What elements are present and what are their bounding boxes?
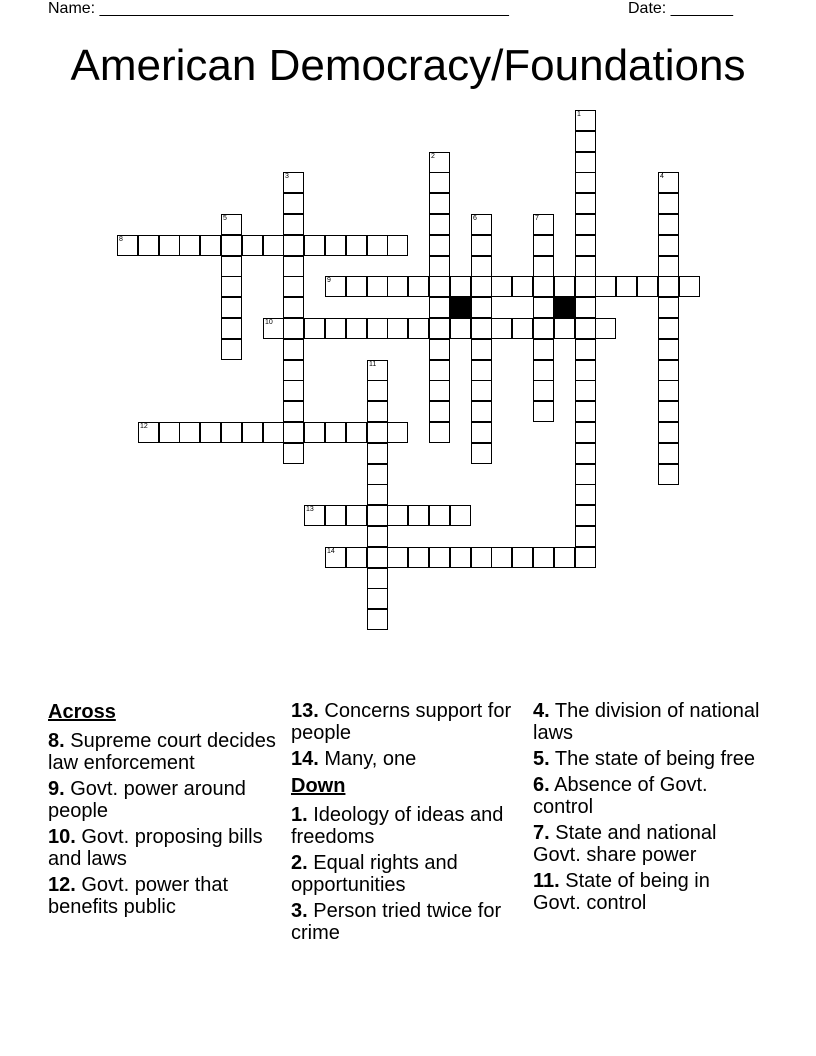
- grid-cell[interactable]: [283, 214, 304, 235]
- grid-cell[interactable]: [221, 276, 242, 297]
- grid-cell[interactable]: [533, 214, 554, 235]
- grid-cell[interactable]: [387, 318, 408, 339]
- grid-cell[interactable]: [658, 464, 679, 485]
- grid-cell[interactable]: [367, 547, 388, 568]
- grid-cell[interactable]: [658, 422, 679, 443]
- grid-cell[interactable]: [429, 193, 450, 214]
- grid-cell[interactable]: [450, 505, 471, 526]
- grid-cell[interactable]: [179, 235, 200, 256]
- grid-cell[interactable]: [200, 235, 221, 256]
- grid-cell[interactable]: [304, 318, 325, 339]
- grid-cell[interactable]: [221, 297, 242, 318]
- grid-cell[interactable]: [554, 276, 575, 297]
- grid-cell[interactable]: [325, 276, 346, 297]
- grid-cell[interactable]: [429, 422, 450, 443]
- grid-cell[interactable]: [367, 588, 388, 609]
- grid-cell[interactable]: [367, 318, 388, 339]
- grid-cell[interactable]: [242, 422, 263, 443]
- clue-text: Ideology of ideas and freedoms: [291, 804, 504, 848]
- name-field: Name: ______________________________________________: [48, 0, 509, 17]
- clue-down-3: [291, 900, 521, 944]
- grid-cell[interactable]: [512, 318, 533, 339]
- grid-cell[interactable]: [679, 276, 700, 297]
- down-heading: Down: [291, 775, 346, 797]
- grid-cell[interactable]: [533, 276, 554, 297]
- grid-cell[interactable]: [554, 547, 575, 568]
- grid-cell[interactable]: [325, 422, 346, 443]
- grid-cell[interactable]: [595, 318, 616, 339]
- clue-number: 8.: [48, 730, 65, 752]
- clue-text: Equal rights and opportunities: [291, 852, 458, 896]
- grid-cell[interactable]: [575, 505, 596, 526]
- grid-cell[interactable]: [283, 422, 304, 443]
- grid-cell[interactable]: [242, 235, 263, 256]
- grid-cell[interactable]: [263, 422, 284, 443]
- grid-cell[interactable]: [408, 276, 429, 297]
- grid-cell[interactable]: [408, 505, 429, 526]
- grid-cell[interactable]: [159, 235, 180, 256]
- grid-cell[interactable]: [658, 193, 679, 214]
- grid-cell[interactable]: [512, 276, 533, 297]
- grid-cell[interactable]: [283, 297, 304, 318]
- grid-cell[interactable]: [471, 276, 492, 297]
- clue-down-2: [291, 852, 521, 896]
- clue-text: Govt. proposing bills and laws: [48, 826, 263, 870]
- grid-cell[interactable]: [533, 256, 554, 277]
- grid-cell[interactable]: [367, 526, 388, 547]
- grid-cell[interactable]: [283, 276, 304, 297]
- clue-column-3: [533, 700, 763, 918]
- grid-cell[interactable]: [471, 256, 492, 277]
- clue-number: 9.: [48, 778, 65, 800]
- grid-cell[interactable]: [367, 609, 388, 630]
- grid-cell[interactable]: [575, 172, 596, 193]
- grid-cell[interactable]: [533, 547, 554, 568]
- grid-cell[interactable]: [304, 235, 325, 256]
- clue-across-10: [48, 826, 278, 870]
- clue-number-label: 11: [369, 361, 377, 368]
- grid-cell[interactable]: [387, 276, 408, 297]
- clue-number-label: 10: [265, 319, 273, 326]
- grid-cell[interactable]: [429, 360, 450, 381]
- grid-cell[interactable]: [575, 110, 596, 131]
- clue-number-label: 5: [223, 215, 227, 222]
- grid-cell[interactable]: [533, 339, 554, 360]
- grid-cell[interactable]: [429, 256, 450, 277]
- clue-down-7: [533, 822, 763, 866]
- clue-number-label: 7: [535, 215, 539, 222]
- grid-cell[interactable]: [367, 568, 388, 589]
- grid-cell[interactable]: [138, 235, 159, 256]
- grid-cell[interactable]: [283, 256, 304, 277]
- grid-block: [554, 297, 575, 318]
- grid-cell[interactable]: [658, 339, 679, 360]
- grid-cell[interactable]: [138, 422, 159, 443]
- grid-cell[interactable]: [408, 318, 429, 339]
- clue-text: Absence of Govt. control: [533, 774, 708, 818]
- grid-cell[interactable]: [658, 256, 679, 277]
- clue-across-12: [48, 874, 278, 918]
- grid-cell[interactable]: [367, 443, 388, 464]
- clue-number: 5.: [533, 748, 550, 770]
- clue-number: 13.: [291, 700, 319, 722]
- grid-cell[interactable]: [429, 235, 450, 256]
- grid-cell[interactable]: [533, 380, 554, 401]
- grid-cell[interactable]: [429, 152, 450, 173]
- clue-across-14: [291, 748, 521, 770]
- grid-cell[interactable]: [658, 297, 679, 318]
- grid-cell[interactable]: [429, 547, 450, 568]
- grid-cell[interactable]: [429, 505, 450, 526]
- grid-cell[interactable]: [575, 152, 596, 173]
- clue-text: The division of national laws: [533, 700, 760, 744]
- clue-text: Supreme court decides law enforcement: [48, 730, 276, 774]
- grid-cell[interactable]: [325, 505, 346, 526]
- clue-number: 4.: [533, 700, 550, 722]
- grid-cell[interactable]: [450, 276, 471, 297]
- grid-cell[interactable]: [221, 318, 242, 339]
- clue-number-label: 14: [327, 548, 335, 555]
- grid-cell[interactable]: [533, 297, 554, 318]
- clue-text: State of being in Govt. control: [533, 870, 710, 914]
- grid-cell[interactable]: [367, 505, 388, 526]
- date-field: Date: _______: [628, 0, 733, 17]
- grid-cell[interactable]: [429, 339, 450, 360]
- grid-cell[interactable]: [387, 547, 408, 568]
- clue-number: 7.: [533, 822, 550, 844]
- clue-number: 12.: [48, 874, 76, 896]
- grid-cell[interactable]: [367, 401, 388, 422]
- grid-cell[interactable]: [367, 380, 388, 401]
- grid-cell[interactable]: [575, 484, 596, 505]
- grid-cell[interactable]: [575, 235, 596, 256]
- clue-down-11: [533, 870, 763, 914]
- grid-cell[interactable]: [471, 422, 492, 443]
- clue-number-label: 9: [327, 277, 331, 284]
- grid-cell[interactable]: [533, 235, 554, 256]
- clue-text: Person tried twice for crime: [291, 900, 502, 944]
- grid-cell[interactable]: [283, 339, 304, 360]
- clue-number: 6.: [533, 774, 550, 796]
- grid-cell[interactable]: [575, 131, 596, 152]
- clue-text: Concerns support for people: [291, 700, 512, 744]
- grid-cell[interactable]: [283, 235, 304, 256]
- grid-cell[interactable]: [575, 360, 596, 381]
- grid-cell[interactable]: [575, 276, 596, 297]
- grid-cell[interactable]: [429, 401, 450, 422]
- clue-down-5: [533, 748, 763, 770]
- grid-cell[interactable]: [575, 256, 596, 277]
- grid-cell[interactable]: [637, 276, 658, 297]
- grid-cell[interactable]: [429, 276, 450, 297]
- grid-cell[interactable]: [575, 297, 596, 318]
- grid-cell[interactable]: [387, 422, 408, 443]
- grid-cell[interactable]: [159, 422, 180, 443]
- grid-cell[interactable]: [200, 422, 221, 443]
- grid-cell[interactable]: [491, 318, 512, 339]
- across-heading: Across: [48, 701, 116, 723]
- clue-across-13: [291, 700, 521, 744]
- grid-cell[interactable]: [263, 318, 284, 339]
- grid-cell[interactable]: [304, 422, 325, 443]
- grid-cell[interactable]: [325, 318, 346, 339]
- grid-cell[interactable]: [575, 464, 596, 485]
- grid-cell[interactable]: [346, 235, 367, 256]
- grid-cell[interactable]: [471, 547, 492, 568]
- grid-cell[interactable]: [367, 235, 388, 256]
- grid-cell[interactable]: [283, 401, 304, 422]
- grid-cell[interactable]: [658, 401, 679, 422]
- clue-down-6: [533, 774, 763, 818]
- grid-cell[interactable]: [533, 360, 554, 381]
- grid-cell[interactable]: [346, 318, 367, 339]
- grid-cell[interactable]: [263, 235, 284, 256]
- grid-cell[interactable]: [408, 547, 429, 568]
- grid-cell[interactable]: [367, 422, 388, 443]
- clue-number: 2.: [291, 852, 308, 874]
- clue-text: State and national Govt. share power: [533, 822, 717, 866]
- grid-cell[interactable]: [283, 193, 304, 214]
- clue-text: The state of being free: [554, 748, 756, 770]
- grid-cell[interactable]: [575, 193, 596, 214]
- grid-cell[interactable]: [491, 276, 512, 297]
- grid-cell[interactable]: [346, 276, 367, 297]
- grid-cell[interactable]: [429, 297, 450, 318]
- grid-cell[interactable]: [658, 380, 679, 401]
- grid-cell[interactable]: [658, 172, 679, 193]
- grid-cell[interactable]: [575, 547, 596, 568]
- grid-cell[interactable]: [283, 443, 304, 464]
- grid-cell[interactable]: [658, 214, 679, 235]
- page-title: American Democracy/Foundations: [70, 41, 746, 90]
- grid-cell[interactable]: [575, 401, 596, 422]
- grid-cell[interactable]: [575, 526, 596, 547]
- grid-cell[interactable]: [471, 401, 492, 422]
- grid-cell[interactable]: [575, 339, 596, 360]
- grid-cell[interactable]: [658, 235, 679, 256]
- grid-cell[interactable]: [429, 214, 450, 235]
- grid-cell[interactable]: [221, 339, 242, 360]
- grid-cell[interactable]: [471, 318, 492, 339]
- grid-cell[interactable]: [367, 464, 388, 485]
- grid-cell[interactable]: [429, 172, 450, 193]
- clue-number-label: 8: [119, 236, 123, 243]
- grid-cell[interactable]: [346, 505, 367, 526]
- grid-cell[interactable]: [221, 235, 242, 256]
- grid-cell[interactable]: [512, 547, 533, 568]
- clue-number-label: 13: [306, 506, 314, 513]
- grid-cell[interactable]: [450, 547, 471, 568]
- clue-number-label: 3: [285, 173, 289, 180]
- grid-cell[interactable]: [325, 235, 346, 256]
- clue-number-label: 1: [577, 111, 581, 118]
- grid-cell[interactable]: [471, 360, 492, 381]
- grid-cell[interactable]: [575, 443, 596, 464]
- grid-cell[interactable]: [471, 214, 492, 235]
- clue-number-label: 2: [431, 153, 435, 160]
- grid-cell[interactable]: [658, 360, 679, 381]
- clue-number: 10.: [48, 826, 76, 848]
- grid-block: [450, 297, 471, 318]
- grid-cell[interactable]: [179, 422, 200, 443]
- grid-cell[interactable]: [616, 276, 637, 297]
- clue-across-9: [48, 778, 278, 822]
- grid-cell[interactable]: [471, 339, 492, 360]
- grid-cell[interactable]: [533, 401, 554, 422]
- grid-cell[interactable]: [346, 547, 367, 568]
- grid-cell[interactable]: [346, 422, 367, 443]
- grid-cell[interactable]: [450, 318, 471, 339]
- clue-number-label: 6: [473, 215, 477, 222]
- grid-cell[interactable]: [575, 318, 596, 339]
- clue-column-1: [48, 700, 278, 922]
- grid-cell[interactable]: [575, 380, 596, 401]
- clue-column-2: [291, 700, 521, 948]
- grid-cell[interactable]: [387, 235, 408, 256]
- clue-number-label: 12: [140, 423, 148, 430]
- grid-cell[interactable]: [117, 235, 138, 256]
- grid-cell[interactable]: [658, 443, 679, 464]
- grid-cell[interactable]: [283, 380, 304, 401]
- grid-cell[interactable]: [491, 547, 512, 568]
- grid-cell[interactable]: [429, 318, 450, 339]
- grid-cell[interactable]: [554, 318, 575, 339]
- clue-text: Govt. power that benefits public: [48, 874, 229, 918]
- grid-cell[interactable]: [471, 443, 492, 464]
- grid-cell[interactable]: [429, 380, 450, 401]
- clue-number: 1.: [291, 804, 308, 826]
- grid-cell[interactable]: [595, 276, 616, 297]
- grid-cell[interactable]: [283, 172, 304, 193]
- grid-cell[interactable]: [658, 276, 679, 297]
- grid-cell[interactable]: [221, 422, 242, 443]
- clue-across-8: [48, 730, 278, 774]
- grid-cell[interactable]: [283, 318, 304, 339]
- grid-cell[interactable]: [575, 214, 596, 235]
- clue-number-label: 4: [660, 173, 664, 180]
- grid-cell[interactable]: [471, 297, 492, 318]
- grid-cell[interactable]: [367, 484, 388, 505]
- grid-cell[interactable]: [221, 256, 242, 277]
- clue-number: 14.: [291, 748, 319, 770]
- grid-cell[interactable]: [283, 360, 304, 381]
- grid-cell[interactable]: [221, 214, 242, 235]
- grid-cell[interactable]: [367, 360, 388, 381]
- grid-cell[interactable]: [387, 505, 408, 526]
- clue-text: Govt. power around people: [48, 778, 246, 822]
- grid-cell[interactable]: [471, 235, 492, 256]
- clue-number: 11.: [533, 870, 560, 892]
- clue-text: Many, one: [324, 748, 417, 770]
- grid-cell[interactable]: [533, 318, 554, 339]
- grid-cell[interactable]: [367, 276, 388, 297]
- grid-cell[interactable]: [325, 547, 346, 568]
- grid-cell[interactable]: [575, 422, 596, 443]
- grid-cell[interactable]: [471, 380, 492, 401]
- grid-cell[interactable]: [304, 505, 325, 526]
- clue-down-4: [533, 700, 763, 744]
- clue-down-1: [291, 804, 521, 848]
- clue-number: 3.: [291, 900, 308, 922]
- grid-cell[interactable]: [658, 318, 679, 339]
